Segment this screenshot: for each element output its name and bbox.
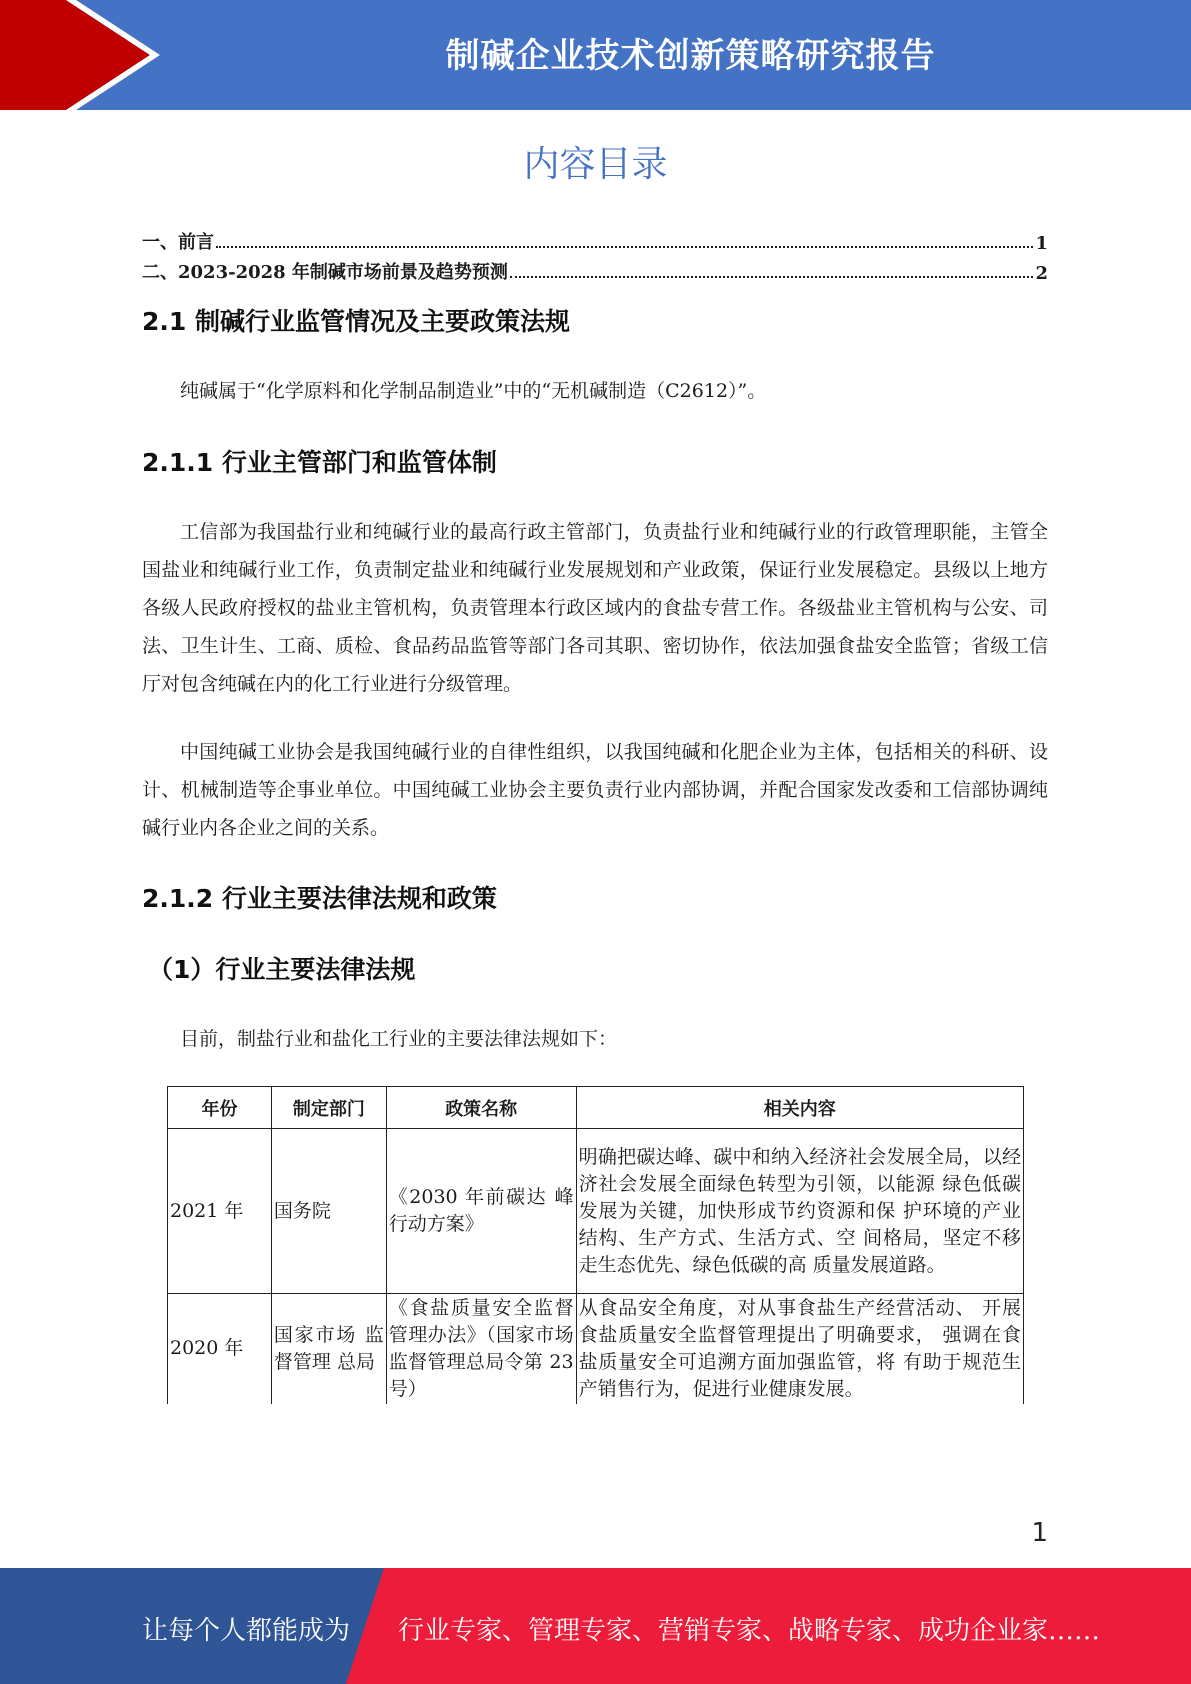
toc-entry-label: 一、前言 [142,232,214,253]
table-cell-year: 2021 年 [168,1129,272,1294]
subsection-heading: （1）行业主要法律法规 [148,955,416,984]
table-header-cell: 相关内容 [576,1087,1023,1129]
toc-leader-dots [216,246,1033,248]
table-cell-dept: 国务院 [271,1129,386,1294]
section-paragraph: 中国纯碱工业协会是我国纯碱行业的自律性组织，以我国纯碱和化肥企业为主体，包括相关的科研、设计、机械制造等企事业单位。中国纯碱工业协会主要负责行业内部协调，并配合国家发改委和工信部协调纯碱行业内各企业之间的关系。 [142,741,1048,839]
toc-entry[interactable] [142,224,1048,254]
table-header-cell: 政策名称 [386,1087,576,1129]
section-paragraph: 目前，制盐行业和盐化工行业的主要法律法规如下： [180,1028,618,1050]
page-number: 1 [1031,1518,1048,1548]
section-paragraph: 纯碱属于“化学原料和化学制品制造业”中的“无机碱制造（C2612）”。 [180,380,767,402]
table-cell-year: 2020 年 [168,1294,272,1404]
toc-entry[interactable] [142,254,1048,284]
table-cell-policy-name: 《2030 年前碳达 峰行动方案》 [386,1129,576,1294]
section-paragraph: 工信部为我国盐行业和纯碱行业的最高行政主管部门，负责盐行业和纯碱行业的行政管理职能，主管全国盐业和纯碱行业工作，负责制定盐业和纯碱行业发展规划和产业政策，保证行业发展稳定。县级以上地方各级人民政府授权的盐业主管机构，负责管理本行政区域内的食盐专营工作。各级盐业主管机构与公安、司法、卫生计生、工商、质检、食品药品监管等部门各司其职、密切协作，依法加强食盐安全监管；省级工信厅对包含纯碱在内的化工行业进行分级管理。 [142,521,1048,695]
table-row [168,1129,1024,1294]
table-header-cell: 年份 [168,1087,272,1129]
toc-entry-page: 2 [1035,263,1048,284]
table-row [168,1294,1024,1404]
table-header-row [168,1087,1024,1129]
table-cell-content: 从食品安全角度，对从事食盐生产经营活动、 开展食盐质量安全监督管理提出了明确要求， 强调在食盐质量安全可追溯方面加强监管，将 有助于规范生产销售行为，促进行业健康发展。 [576,1294,1023,1404]
toc-title: 内容目录 [523,144,668,185]
table-cell-policy-name: 《食盐质量安全监督管理办法》（国家市场监督管理总局令第 23 号） [386,1294,576,1404]
section-heading-2-1-2: 2.1.2 行业主要法律法规和政策 [142,884,497,913]
table-cell-dept: 国家市场 监督管理 总局 [271,1294,386,1404]
table-of-contents [142,224,1048,284]
table-cell-content: 明确把碳达峰、碳中和纳入经济社会发展全局，以经济社会发展全面绿色转型为引领，以能源 绿色低碳发展为关键，加快形成节约资源和保 护环境的产业结构、生产方式、生活方式、空 间格局，坚定不移走生态优先、绿色低碳的高 质量发展道路。 [576,1129,1023,1294]
footer-banner [0,1568,1191,1684]
toc-entry-page: 1 [1035,233,1048,254]
section-heading-2-1: 2.1 制碱行业监管情况及主要政策法规 [142,307,570,336]
footer-slogan-right: 行业专家、管理专家、营销专家、战略专家、成功企业家…… [398,1616,1101,1646]
toc-entry-label: 二、2023-2028 年制碱市场前景及趋势预测 [142,262,508,283]
report-title: 制碱企业技术创新策略研究报告 [445,36,936,76]
header-banner [0,0,1191,110]
table-header-cell: 制定部门 [271,1087,386,1129]
footer-slogan-left: 让每个人都能成为 [142,1616,351,1646]
laws-table [167,1086,1024,1404]
section-heading-2-1-1: 2.1.1 行业主管部门和监管体制 [142,448,497,477]
toc-leader-dots [510,276,1034,278]
